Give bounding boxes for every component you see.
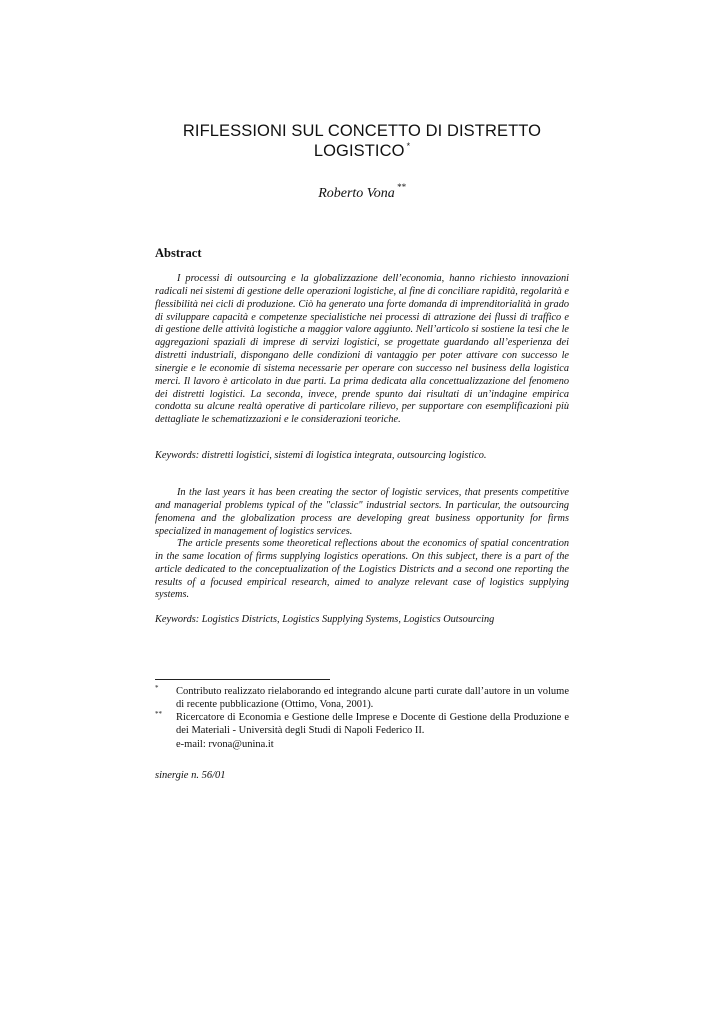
title-footnote-mark: *	[406, 141, 411, 151]
keywords-english: Keywords: Logistics Districts, Logistics Supplying Systems, Logistics Outsourcing	[155, 614, 495, 625]
footnote-divider	[155, 679, 330, 680]
paper-title-line-1	[130, 121, 594, 141]
footnote-2-mark: **	[155, 710, 162, 718]
footnote-2-text: Ricercatore di Economia e Gestione delle Imprese e Docente di Gestione della Produzione e dei Materiali - Università degli Studi di Napoli Federico II.	[176, 712, 569, 737]
abstract-heading: Abstract	[155, 246, 202, 260]
paper-title-text-1: RIFLESSIONI SUL CONCETTO DI DISTRETTO	[182, 122, 542, 140]
keywords-italian: Keywords: distretti logistici, sistemi di logistica integrata, outsourcing logistico.	[155, 450, 487, 461]
paper-title-line-2	[130, 141, 594, 161]
journal-footer: sinergie n. 56/01	[155, 770, 226, 781]
abstract-english-paragraph-2: The article presents some theoretical reflections about the economics of spatial concentration in the same location of firms supplying logistics operations. On this subject, there is a part of the article dedicated to the conceptualization of the Logistics Districts and a second one reporting the results of a focused empirical research, aimed to analyze relevant case of logistics supplying systems.	[155, 538, 569, 601]
author-name: Roberto Vona	[318, 186, 395, 201]
abstract-english-paragraph-1: In the last years it has been creating the sector of logistic services, that presents competitive and managerial problems typical of the "classic" industrial sectors. In particular, the outsourcing fenomena and the globalization process are developing great business opportunity for firms specialized in management of logistics services.	[155, 487, 569, 537]
footnote-2	[155, 711, 569, 751]
footnote-1	[155, 685, 569, 712]
paper-title-text-2: LOGISTICO	[313, 142, 405, 160]
footnote-1-text: Contributo realizzato rielaborando ed integrando alcune parti curate dall’autore in un volume di recente pubblicazione (Ottimo, Vona, 2001).	[176, 686, 569, 711]
author-email: e-mail: rvona@unina.it	[176, 738, 274, 750]
author-line	[130, 182, 594, 202]
footnote-1-mark: *	[155, 684, 159, 692]
author-footnote-mark: **	[396, 182, 406, 192]
abstract-italian-paragraph: I processi di outsourcing e la globalizzazione dell’economia, hanno richiesto innovazioni radicali nei sistemi di gestione delle operazioni logistiche, al fine di conciliare rapidità, regolarità e flessibilità nei cicli di produzione. Ciò ha generato una forte domanda di imprenditorialità in grado di sviluppare capacità e competenze specialistiche nei processi di attrazione dei flussi di traffico e di gestione delle attività logistiche a maggior valore aggiunto. Nell’articolo si sostiene la tesi che le aggregazioni spaziali di imprese di servizi logistici, se progettate guardando all’esperienza dei distretti industriali, dispongano delle condizioni di vantaggio per poter attivare con successo le sinergie e le economie di sistema necessarie per operare con successo nel business della logistica merci. Il lavoro è articolato in due parti. La prima dedicata alla concettualizzazione del fenomeno dei distretti logistici. La seconda, invece, prende spunto dai risultati di un’indagine empirica condotta su alcune realtà operative di particolare rilievo, per supportare con esemplificazioni più dettagliate le schematizzazioni e le considerazioni teoriche.	[155, 273, 569, 426]
